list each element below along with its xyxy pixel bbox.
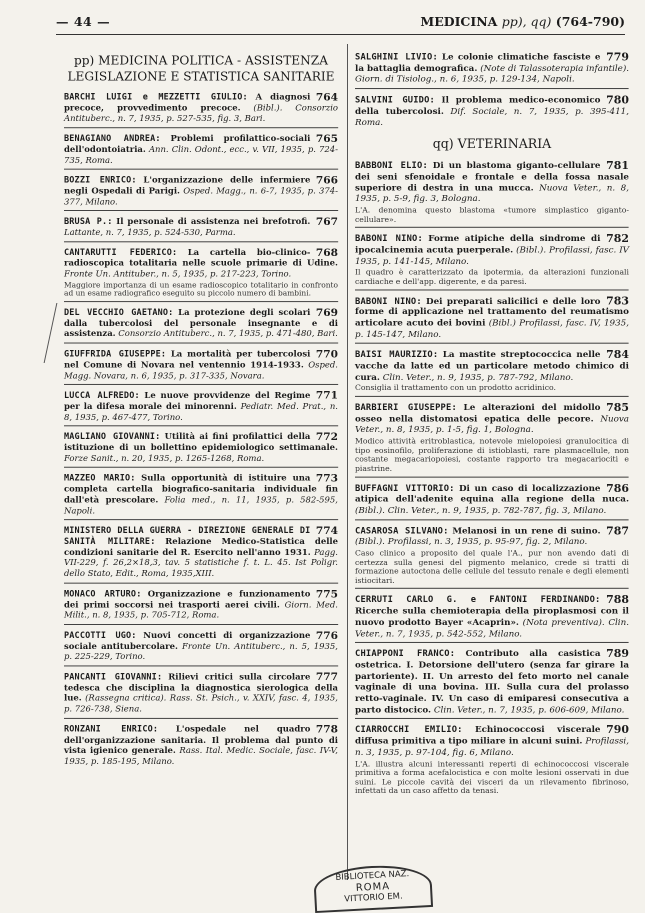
- entry-text: [355, 592, 629, 639]
- entry-text: [64, 245, 338, 280]
- entry-text: [64, 388, 338, 423]
- entry-title: Ricerche sulla chemioterapia della piroplasmosi con il nuovo prodotto Bayer «Acaprin».: [355, 605, 629, 628]
- entry-number: 767: [315, 214, 338, 228]
- entry-title: Dei preparati salicilici e delle loro forme di applicazione nel trattamento del reumatismo articolare acuto dei bovini: [355, 295, 629, 329]
- bibliography-entry: [64, 305, 338, 344]
- bibliography-entry: [355, 480, 629, 520]
- entry-authors: CANTARUTTI FEDERICO:: [64, 247, 178, 258]
- entry-note: L'A. illustra alcuni interessanti reperti di echinococcosi viscerale primitiva a forma acefalocistica e con molte lesioni osservati in due suini. Le piccole cavità dei visceri da un rilevamento fibrinoso, infettati da un caso affetto da tenasi.: [355, 758, 629, 796]
- stamp-line-2: ROMA: [355, 881, 391, 894]
- entry-number: 784: [606, 347, 629, 362]
- entry-title: Utilità ai fini profilattici della istituzione di un bollettino epidemiologico settimanale.: [64, 432, 338, 454]
- entry-number: 786: [606, 480, 629, 495]
- entry-title: La cartella bio-clinico-radioscopica totalitaria nelle scuole primarie di Udine.: [64, 247, 338, 269]
- right-entry-list: [355, 158, 630, 799]
- entry-source: (Bibl.). Profilassi, fasc. IV 1935, p. 141-145, Milano.: [355, 244, 629, 267]
- entry-source: Nuova Veter., n. 8, 1935, p. 5-9, fig. 3, Bologna.: [355, 182, 629, 205]
- entry-source: Fronte Un. Antituber., n. 5, 1935, p. 217-223, Torino.: [64, 269, 292, 280]
- entry-text: [64, 131, 338, 166]
- entry-source: Profilassi, n. 3, 1935, p. 97-104, fig. 6, Milano.: [355, 736, 630, 758]
- entry-authors: BENAGIANO ANDREA:: [64, 133, 161, 144]
- running-header: [56, 14, 625, 35]
- entry-number: 775: [315, 587, 338, 600]
- entry-text: [64, 589, 338, 621]
- entry-text: [355, 646, 629, 716]
- entry-authors: BARCHI LUIGI e MEZZETTI GIULIO:: [64, 92, 248, 103]
- entry-text: [64, 214, 338, 239]
- entry-source: Osped. Magg., n. 6-7, 1935, p. 374-377, Milano.: [64, 186, 338, 207]
- entry-source: (Nota preventiva). Clin. Veter., n. 7, 1935, p. 542-552, Milano.: [355, 617, 629, 639]
- entry-authors: CERRUTI CARLO G. e FANTONI FERDINANDO:: [355, 594, 601, 606]
- entry-title: Contributo alla casistica ostetrica. I. Detorsione dell'utero (senza far girare la partoriente). II. Un arresto del feto morto nel canale vaginale di una bovina. III. Sulla cura del prolasso retto-vaginale. IV. Un caso di emiparesi consecutiva a parto distocico.: [355, 648, 629, 715]
- entry-source: Ann. Clin. Odont., ecc., v. VII, 1935, p. 724-735, Roma.: [64, 144, 338, 166]
- column-divider: [347, 44, 348, 880]
- entry-title: La protezione degli scolari dalla tubercolosi del personale insegnante e di assistenza.: [64, 307, 338, 340]
- running-title-range: (764-790): [555, 14, 625, 29]
- entry-text: [355, 347, 629, 383]
- entry-source: Giorn. Med. Milit., n. 8, 1935, p. 705-712, Roma.: [64, 599, 339, 621]
- entry-authors: SALGHINI LIVIO:: [355, 52, 438, 63]
- entry-title: L'organizzazione delle infermiere negli Ospedali di Parigi.: [64, 175, 311, 197]
- entry-source: Pagg. VII-229, f. 26,2×18,3, tav. 5 statistiche f. t. L. 45. Ist Poligr. dello Stato, Edit., Roma, 1935,XIII.: [64, 547, 338, 580]
- entry-title: Relazione Medico-Statistica delle condizioni sanitarie del R. Esercito nell'anno 1931.: [64, 536, 339, 558]
- bibliography-entry: [64, 672, 338, 719]
- entry-source: (Bibl.). Consorzio Antituberc., n. 7, 1935, p. 527-535, fig. 3, Bari.: [64, 103, 338, 124]
- entry-authors: RONZANI ENRICO:: [64, 724, 159, 735]
- entry-title: Organizzazione e funzionamento dei primi soccorsi nei trasporti aerei civili.: [64, 588, 311, 610]
- entry-authors: BABBONI ELIO:: [355, 160, 428, 171]
- bibliography-entry: [355, 92, 630, 131]
- entry-text: [64, 672, 338, 715]
- entry-source: Osped. Magg. Novara, n. 6, 1935, p. 317-335, Novara.: [64, 359, 338, 381]
- entry-number: 771: [315, 388, 338, 402]
- entry-number: 779: [606, 50, 629, 64]
- bibliography-entry: [64, 92, 338, 128]
- bibliography-entry: [64, 214, 338, 242]
- entry-title: Il personale di assistenza nei brefotrofi.: [116, 216, 311, 227]
- entry-title: Le nuove provvidenze del Regime per la difesa morale dei minorenni.: [64, 390, 311, 412]
- entry-source: Nuova Veter., n. 8, 1935, p. 1-5, fig. 1, Bologna.: [355, 413, 630, 436]
- stamp-line-3: VITTORIO EM.: [344, 891, 403, 905]
- entry-text: [355, 92, 630, 128]
- entry-title: L'ospedale nel quadro dell'organizzazione sanitaria. Il problema dal punto di vista igienico generale.: [64, 724, 338, 756]
- entry-text: [355, 400, 630, 436]
- entry-number: 782: [606, 231, 629, 246]
- bibliography-entry: [355, 347, 629, 397]
- entry-text: [355, 52, 629, 85]
- left-column: [64, 50, 338, 776]
- section-title-qq: qq) VETERINARIA: [432, 137, 552, 152]
- running-title: [420, 14, 625, 29]
- entry-source: Dif. Sociale, n. 7, 1935, p. 395-411, Roma.: [355, 105, 630, 128]
- bibliography-entry: [355, 646, 629, 720]
- entry-number: 783: [606, 293, 629, 308]
- entry-text: [64, 305, 338, 340]
- entry-source: Pediatr. Med. Prat., n. 8, 1935, p. 467-477, Torino.: [64, 401, 338, 423]
- entry-authors: LUCCA ALFREDO:: [64, 390, 140, 401]
- running-title-main: MEDICINA: [420, 14, 498, 29]
- entry-authors: MONACO ARTURO:: [64, 588, 142, 600]
- bibliography-entry: [64, 432, 338, 468]
- entry-authors: PACCOTTI UGO:: [64, 630, 137, 641]
- entry-text: [64, 471, 338, 517]
- stamp-line-1: BIBLIOTECA NAZ.: [335, 869, 410, 883]
- bibliography-entry: [64, 526, 338, 584]
- entry-number: 781: [606, 158, 629, 172]
- entry-source: (Note di Talassoterapia infantile). Giorn. di Tisiolog., n. 6, 1935, p. 129-134, Napoli.: [355, 63, 630, 85]
- entry-text: [64, 526, 338, 580]
- entry-source: Fronte Un. Antituberc., n. 5, 1935, p. 225-229, Torino.: [64, 641, 339, 663]
- left-entry-list: [64, 92, 338, 770]
- entry-number: 789: [606, 646, 629, 661]
- entry-text: [64, 432, 338, 464]
- entry-authors: BABONI NINO:: [355, 295, 422, 307]
- entry-text: [64, 92, 338, 124]
- entry-number: 776: [315, 628, 338, 642]
- entry-authors: BUFFAGNI VITTORIO:: [355, 482, 455, 494]
- library-stamp: [313, 863, 433, 913]
- entry-title: La mastite streptococcica nelle vacche da latte ed un particolare metodo chimico di cura.: [355, 349, 629, 383]
- entry-number: 766: [315, 173, 338, 187]
- entry-title: A diagnosi precoce, provvedimento precoce.: [64, 92, 311, 114]
- entry-note: Il quadro è caratterizzato da ipotermia, da alterazioni funzionali cardiache e dell'app. digerente, e da paresi.: [355, 267, 629, 286]
- bibliography-entry: [355, 231, 629, 290]
- bibliography-entry: [64, 589, 338, 625]
- entry-authors: GIUFFRIDA GIUSEPPE:: [64, 349, 167, 360]
- entry-number: 777: [315, 670, 338, 683]
- entry-text: [64, 349, 338, 381]
- entry-note: Maggiore importanza di un esame radioscopico totalitario in confronto ad un esame radiografico eseguito su piccolo numero di bambini.: [64, 279, 338, 298]
- entry-source: (Bibl.). Clin. Veter., n. 9, 1935, p. 782-787, fig. 3, Milano.: [355, 505, 607, 516]
- entry-number: 780: [606, 92, 629, 107]
- entry-authors: MINISTERO DELLA GUERRA - DIREZIONE GENERALE DI SANITÀ MILITARE:: [64, 525, 311, 547]
- section-title-pp: pp) MEDICINA POLITICA - ASSISTENZA LEGISLAZIONE E STATISTICA SANITARIE: [67, 54, 335, 85]
- entry-number: 764: [315, 90, 338, 104]
- page-number: — 44 —: [56, 14, 111, 29]
- entry-source: (Rassegna critica). Rass. St. Psich., v. XXIV, fasc. 4, 1935, p. 726-738, Siena.: [64, 693, 338, 715]
- entry-authors: BRUSA P.:: [64, 216, 113, 227]
- bibliography-entry: [355, 725, 629, 799]
- entry-source: (Bibl.). Profilassi, n. 3, 1935, p. 95-97, fig. 2, Milano.: [355, 536, 588, 548]
- entry-note: Modico attività eritroblastica, notevole mielopoiesi granulocitica di tipo eosinofilo, proliferazione di istioblasti, rare plasmacellule, non costante megacariopoiesi, costante rapporto tra megacariociti e piastrine.: [355, 435, 629, 473]
- entry-title: Di un blastoma giganto-cellulare dei seni sfenoidale e frontale e della fossa nasale superiore di destra in una mucca.: [355, 160, 629, 194]
- entry-text: [355, 158, 629, 205]
- bibliography-entry: [355, 293, 629, 344]
- entry-authors: CHIAPPONI FRANCO:: [355, 648, 456, 660]
- entry-authors: BARBIERI GIUSEPPE:: [355, 402, 457, 414]
- entry-number: 787: [606, 523, 629, 538]
- entry-number: 773: [315, 471, 338, 485]
- bibliography-entry: [64, 245, 338, 303]
- entry-number: 778: [315, 722, 338, 736]
- entry-text: [64, 175, 338, 207]
- entry-source: Clin. Veter., n. 7, 1935, p. 606-609, Milano.: [433, 704, 625, 715]
- entry-authors: BABONI NINO:: [355, 233, 423, 245]
- entry-text: [355, 725, 629, 758]
- entry-authors: BOZZI ENRICO:: [64, 175, 137, 186]
- entry-source: Rass. Ital. Medic. Sociale, fasc. IV-V, 1935, p. 185-195, Milano.: [64, 745, 339, 767]
- bibliography-entry: [355, 592, 629, 643]
- running-title-sections: pp), qq): [501, 14, 552, 29]
- entry-text: [355, 523, 629, 548]
- entry-title: Di un caso di localizzazione atipica dell'adenite equina alla regione della nuca.: [355, 482, 629, 505]
- entry-title: Le alterazioni del midollo osseo nella distomatosi epatica delle pecore.: [355, 402, 601, 425]
- bibliography-entry: [64, 471, 338, 521]
- entry-authors: CASAROSA SILVANO:: [355, 525, 449, 537]
- entry-authors: SALVINI GUIDO:: [355, 94, 436, 106]
- entry-title: Forme atipiche della sindrome di ipocalcinemia acuta puerperale.: [355, 233, 601, 256]
- entry-note: L'A. denomina questo blastoma «tumore simplastico giganto-cellulare».: [355, 204, 629, 224]
- entry-number: 785: [606, 400, 629, 414]
- entry-number: 768: [315, 245, 338, 259]
- entry-text: [355, 293, 629, 340]
- bibliography-entry: [64, 388, 338, 427]
- entry-number: 788: [606, 592, 629, 607]
- entry-number: 770: [315, 347, 338, 361]
- entry-title: Il problema medico-economico della tubercolosi.: [355, 94, 601, 117]
- entry-number: 790: [606, 723, 629, 737]
- entry-number: 769: [315, 305, 338, 319]
- bibliography-entry: [355, 52, 629, 89]
- entry-source: Lattante, n. 7, 1935, p. 524-530, Parma.: [64, 227, 236, 238]
- right-column: [355, 52, 629, 804]
- entry-source: Folia med., n. 11, 1935, p. 582-595, Napoli.: [64, 495, 338, 517]
- entry-text: [355, 480, 629, 516]
- entry-source: Consorzio Antituberc., n. 7, 1935, p. 471-480, Bari.: [118, 329, 338, 340]
- entry-text: [64, 724, 338, 767]
- entry-title: La mortalità per tubercolosi nel Comune di Novara nel ventennio 1914-1933.: [64, 349, 311, 371]
- entry-authors: MAGLIANO GIOVANNI:: [64, 432, 161, 443]
- bibliography-entry: [64, 724, 338, 770]
- entry-authors: MAZZEO MARIO:: [64, 473, 136, 484]
- entry-number: 765: [315, 131, 338, 145]
- entry-title: Echinococcosi viscerale diffusa primitiva a tipo miliare in alcuni suini.: [355, 725, 601, 747]
- entry-title: Rilievi critici sulla circolare tedesca che disciplina la diagnostica sierologica della lue.: [64, 671, 338, 704]
- entry-text: [64, 630, 338, 662]
- bibliography-entry: [355, 400, 630, 478]
- entry-authors: DEL VECCHIO GAETANO:: [64, 307, 174, 318]
- entry-number: 772: [315, 430, 338, 444]
- entry-title: Sulla opportunità di istituire una completa cartella biografico-sanitaria individuale fin dall'età prescolare.: [64, 473, 338, 506]
- entry-title: Le colonie climatiche fasciste e la battaglia demografica.: [355, 52, 601, 74]
- entry-authors: CIARROCCHI EMILIO:: [355, 725, 463, 736]
- entry-title: Nuovi concetti di organizzazione sociale antitubercolare.: [64, 630, 311, 652]
- bibliography-entry: [64, 131, 338, 170]
- entry-note: Caso clinico a proposito del quale l'A., pur non avendo dati di certezza sulla genesi del pigmento melanico, crede si tratti di formazione autoctona delle cellule del tessuto renale e degli elementi istiocitari.: [355, 547, 629, 585]
- entry-text: [355, 231, 629, 267]
- entry-note: Consiglia il trattamento con un prodotto acridinico.: [355, 383, 556, 393]
- entry-title: Problemi profilattico-sociali dell'odontoiatria.: [64, 133, 311, 155]
- bibliography-entry: [355, 523, 629, 589]
- entry-authors: PANCANTI GIOVANNI:: [64, 671, 163, 683]
- entry-source: (Bibl.) Profilassi, fasc. IV, 1935, p. 145-147, Milano.: [355, 317, 629, 340]
- entry-source: Forze Sanit., n. 20, 1935, p. 1265-1268, Roma.: [64, 453, 265, 464]
- right-top-entry-list: [355, 52, 629, 131]
- bibliography-entry: [64, 175, 338, 211]
- entry-source: Clin. Veter., n. 9, 1935, p. 787-792, Milano.: [382, 371, 574, 383]
- bibliography-entry: [64, 349, 338, 385]
- entry-authors: BAISI MAURIZIO:: [355, 349, 439, 361]
- bibliography-entry: [355, 158, 629, 228]
- bibliography-entry: [64, 630, 338, 666]
- entry-number: 774: [315, 524, 338, 537]
- entry-title: Melanosi in un rene di suino.: [452, 525, 601, 537]
